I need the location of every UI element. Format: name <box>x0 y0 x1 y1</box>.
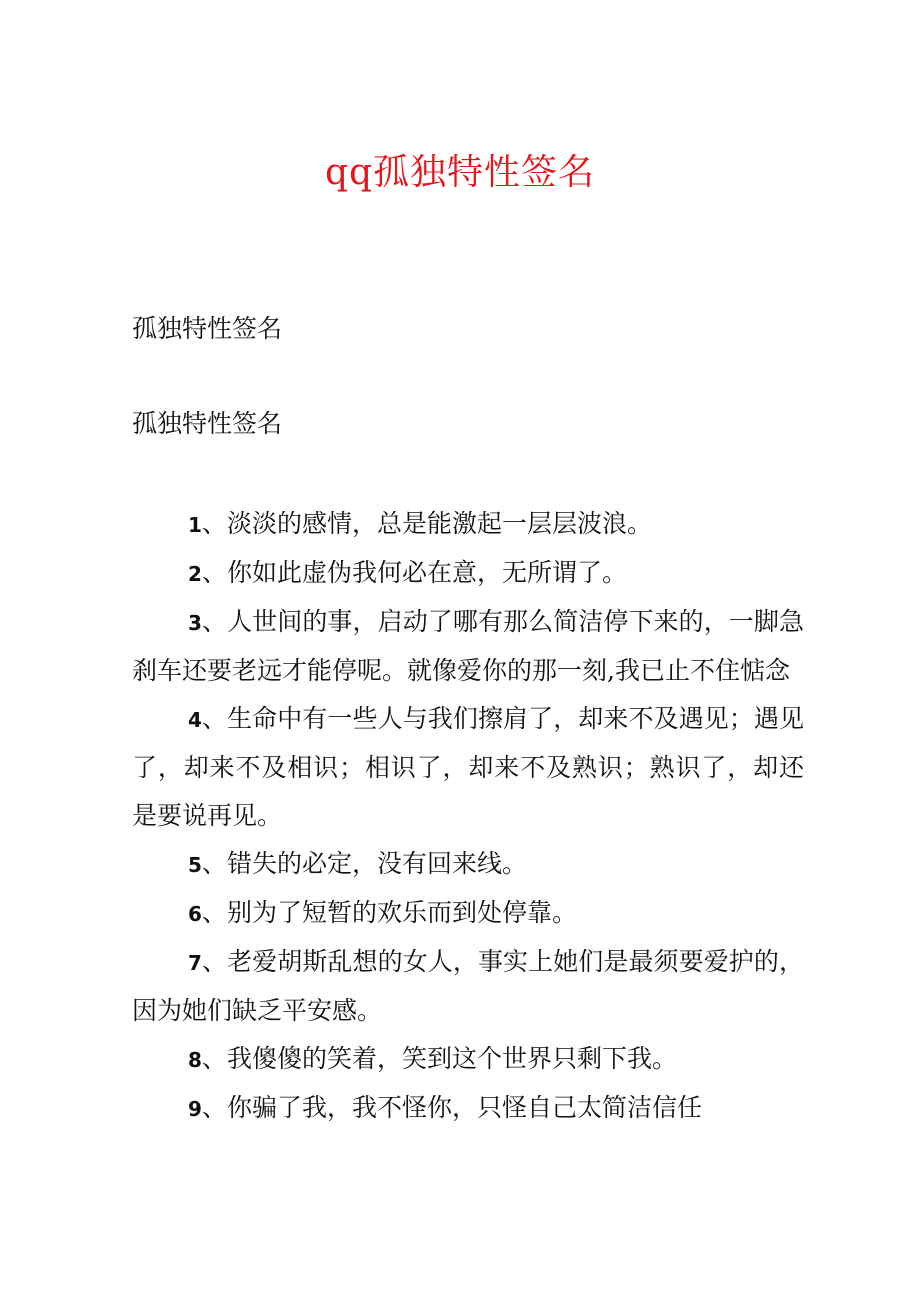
item-text: 别为了短暂的欢乐而到处停靠。 <box>226 898 577 927</box>
item-number: 8 <box>188 1048 202 1072</box>
item-text: 我傻傻的笑着，笑到这个世界只剩下我。 <box>226 1044 677 1073</box>
subheading-1: 孤独特性签名 <box>132 314 283 343</box>
item-text: 生命中有一些人与我们擦肩了，却来不及遇见；遇见了，却来不及相识；相识了，却来不及熟识；熟识了，却还是要说再见。 <box>132 704 804 830</box>
item-number: 6 <box>188 902 202 926</box>
item-number: 5 <box>188 853 202 877</box>
item-number: 7 <box>188 951 202 975</box>
item-separator: 、 <box>201 607 228 636</box>
list-item <box>132 889 804 938</box>
item-number: 9 <box>188 1097 202 1121</box>
list-item <box>132 1035 804 1084</box>
document-title: qq孤独特性签名 <box>324 152 596 193</box>
item-text: 淡淡的感情，总是能激起一层层波浪。 <box>226 509 652 538</box>
item-separator: 、 <box>201 898 227 927</box>
item-text: 你如此虚伪我何必在意，无所谓了。 <box>226 558 627 587</box>
list-item <box>132 840 804 889</box>
list-item <box>132 549 804 598</box>
item-separator: 、 <box>201 849 227 878</box>
item-separator: 、 <box>201 1044 227 1073</box>
item-separator: 、 <box>201 704 228 733</box>
item-number: 4 <box>188 708 202 732</box>
subheading-2: 孤独特性签名 <box>132 409 283 438</box>
list-item <box>132 1084 804 1133</box>
item-text: 你骗了我，我不怪你，只怪自己太简洁信任 <box>226 1093 702 1122</box>
list-item <box>132 500 804 549</box>
item-text: 错失的必定，没有回来线。 <box>226 849 527 878</box>
item-separator: 、 <box>201 509 227 538</box>
item-number: 1 <box>188 513 202 537</box>
list-item <box>132 938 804 1035</box>
item-text: 人世间的事，启动了哪有那么简洁停下来的，一脚急刹车还要老远才能停呢。就像爱你的那一刻,我已止不住惦念 <box>132 607 804 685</box>
item-text: 老爱胡斯乱想的女人，事实上她们是最须要爱护的，因为她们缺乏平安感。 <box>132 947 804 1025</box>
item-number: 2 <box>188 562 202 586</box>
item-number: 3 <box>188 611 202 635</box>
item-separator: 、 <box>201 947 228 976</box>
signature-list <box>132 500 804 1133</box>
list-item <box>132 695 804 840</box>
list-item <box>132 598 804 695</box>
item-separator: 、 <box>201 558 227 587</box>
item-separator: 、 <box>201 1093 227 1122</box>
